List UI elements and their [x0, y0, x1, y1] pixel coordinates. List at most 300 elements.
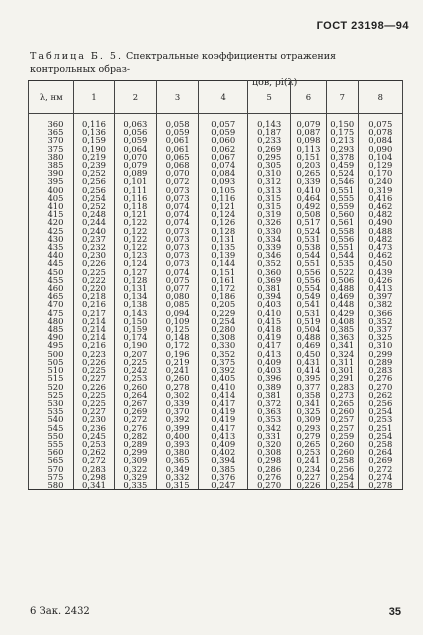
- standard-number: ГОСТ 23198—94: [316, 20, 409, 32]
- cell-value: 0,144: [199, 259, 248, 267]
- cell-value: 0,561: [326, 218, 358, 226]
- column-header-sample-4: 4: [199, 81, 248, 114]
- cell-wavelength: 390: [29, 169, 74, 177]
- cell-value: 0,225: [74, 391, 114, 399]
- cell-value: 0,257: [326, 424, 358, 432]
- cell-value: 0,064: [114, 145, 157, 153]
- cell-value: 0,264: [358, 448, 402, 456]
- cell-wavelength: 485: [29, 325, 74, 333]
- cell-wavelength: 515: [29, 374, 74, 382]
- cell-wavelength: 370: [29, 136, 74, 144]
- cell-value: 0,325: [358, 333, 402, 341]
- cell-value: 0,128: [199, 227, 248, 235]
- cell-value: 0,101: [114, 177, 157, 185]
- cell-value: 0,302: [157, 391, 199, 399]
- cell-value: 0,488: [326, 284, 358, 292]
- cell-value: 0,305: [248, 161, 291, 169]
- cell-value: 0,226: [74, 383, 114, 391]
- cell-value: 0,170: [358, 169, 402, 177]
- cell-value: 0,073: [157, 259, 199, 267]
- cell-value: 0,363: [248, 407, 291, 415]
- column-header-sample-2: 2: [114, 81, 157, 114]
- cell-value: 0,272: [74, 456, 114, 464]
- cell-value: 0,230: [74, 415, 114, 423]
- cell-value: 0,419: [199, 407, 248, 415]
- cell-value: 0,413: [358, 284, 402, 292]
- cell-value: 0,116: [74, 114, 114, 129]
- column-header-wavelength: λ, нм: [29, 81, 74, 114]
- cell-value: 0,216: [74, 341, 114, 349]
- cell-value: 0,220: [74, 284, 114, 292]
- cell-value: 0,349: [157, 465, 199, 473]
- cell-value: 0,278: [358, 481, 402, 490]
- cell-value: 0,399: [157, 424, 199, 432]
- cell-value: 0,151: [199, 268, 248, 276]
- cell-value: 0,256: [74, 186, 114, 194]
- cell-value: 0,417: [248, 341, 291, 349]
- cell-value: 0,352: [358, 317, 402, 325]
- cell-value: 0,254: [326, 473, 358, 481]
- cell-value: 0,504: [290, 325, 326, 333]
- cell-value: 0,070: [157, 169, 199, 177]
- cell-value: 0,057: [199, 114, 248, 129]
- cell-value: 0,405: [199, 374, 248, 382]
- cell-value: 0,254: [326, 481, 358, 490]
- table-header-row: [29, 81, 403, 114]
- cell-value: 0,298: [248, 456, 291, 464]
- cell-value: 0,109: [157, 317, 199, 325]
- cell-value: 0,382: [358, 300, 402, 308]
- cell-value: 0,240: [74, 227, 114, 235]
- caption-text-line1: Спектральные коэффициенты отражения контрольных образ-: [30, 51, 337, 75]
- cell-value: 0,535: [326, 259, 358, 267]
- cell-wavelength: 385: [29, 161, 74, 169]
- cell-value: 0,225: [74, 399, 114, 407]
- cell-value: 0,226: [74, 358, 114, 366]
- cell-value: 0,450: [358, 259, 402, 267]
- cell-wavelength: 400: [29, 186, 74, 194]
- cell-value: 0,252: [74, 169, 114, 177]
- cell-value: 0,079: [290, 114, 326, 129]
- cell-value: 0,482: [358, 235, 402, 243]
- cell-wavelength: 550: [29, 432, 74, 440]
- cell-value: 0,259: [326, 432, 358, 440]
- cell-wavelength: 410: [29, 202, 74, 210]
- cell-value: 0,334: [248, 235, 291, 243]
- cell-value: 0,125: [157, 325, 199, 333]
- cell-value: 0,098: [290, 136, 326, 144]
- cell-value: 0,226: [74, 259, 114, 267]
- cell-value: 0,394: [199, 456, 248, 464]
- cell-value: 0,260: [114, 383, 157, 391]
- cell-value: 0,073: [157, 194, 199, 202]
- cell-value: 0,073: [157, 251, 199, 259]
- cell-value: 0,469: [290, 341, 326, 349]
- cell-value: 0,419: [248, 333, 291, 341]
- cell-value: 0,299: [114, 448, 157, 456]
- cell-value: 0,074: [157, 210, 199, 218]
- cell-value: 0,241: [157, 366, 199, 374]
- column-header-sample-7: 7: [326, 81, 358, 114]
- cell-value: 0,256: [326, 465, 358, 473]
- cell-value: 0,227: [290, 473, 326, 481]
- cell-wavelength: 435: [29, 243, 74, 251]
- cell-value: 0,551: [290, 259, 326, 267]
- cell-value: 0,127: [114, 268, 157, 276]
- cell-wavelength: 415: [29, 210, 74, 218]
- cell-value: 0,227: [74, 374, 114, 382]
- cell-value: 0,186: [199, 292, 248, 300]
- cell-wavelength: 530: [29, 399, 74, 407]
- cell-value: 0,276: [358, 374, 402, 382]
- cell-value: 0,377: [290, 383, 326, 391]
- cell-value: 0,068: [157, 161, 199, 169]
- cell-wavelength: 405: [29, 194, 74, 202]
- cell-value: 0,283: [74, 465, 114, 473]
- cell-value: 0,216: [74, 300, 114, 308]
- cell-value: 0,289: [114, 440, 157, 448]
- cell-value: 0,122: [114, 243, 157, 251]
- cell-value: 0,070: [114, 153, 157, 161]
- cell-wavelength: 580: [29, 481, 74, 490]
- cell-value: 0,257: [326, 415, 358, 423]
- cell-value: 0,531: [290, 309, 326, 317]
- cell-value: 0,293: [290, 424, 326, 432]
- cell-value: 0,148: [157, 333, 199, 341]
- cell-value: 0,369: [248, 276, 291, 284]
- cell-value: 0,313: [248, 186, 291, 194]
- cell-value: 0,124: [199, 210, 248, 218]
- cell-value: 0,376: [199, 473, 248, 481]
- column-header-sample-1: 1: [74, 81, 114, 114]
- cell-value: 0,074: [199, 161, 248, 169]
- cell-value: 0,551: [326, 186, 358, 194]
- cell-wavelength: 525: [29, 391, 74, 399]
- cell-value: 0,419: [199, 415, 248, 423]
- cell-value: 0,274: [358, 473, 402, 481]
- cell-value: 0,339: [157, 399, 199, 407]
- cell-value: 0,260: [326, 440, 358, 448]
- cell-wavelength: 450: [29, 268, 74, 276]
- cell-value: 0,214: [74, 325, 114, 333]
- cell-value: 0,325: [290, 407, 326, 415]
- cell-value: 0,247: [199, 481, 248, 490]
- cell-value: 0,341: [74, 481, 114, 490]
- cell-value: 0,409: [248, 358, 291, 366]
- cell-value: 0,556: [290, 268, 326, 276]
- cell-value: 0,324: [326, 350, 358, 358]
- cell-wavelength: 420: [29, 218, 74, 226]
- cell-value: 0,549: [290, 292, 326, 300]
- cell-value: 0,233: [248, 136, 291, 144]
- cell-wavelength: 535: [29, 407, 74, 415]
- cell-value: 0,239: [74, 161, 114, 169]
- cell-value: 0,240: [358, 177, 402, 185]
- cell-value: 0,352: [199, 350, 248, 358]
- cell-value: 0,111: [114, 186, 157, 194]
- cell-value: 0,213: [326, 136, 358, 144]
- cell-value: 0,490: [358, 218, 402, 226]
- cell-value: 0,226: [290, 481, 326, 490]
- cell-value: 0,410: [248, 309, 291, 317]
- cell-value: 0,464: [290, 194, 326, 202]
- cell-value: 0,462: [358, 202, 402, 210]
- cell-value: 0,187: [248, 128, 291, 136]
- cell-value: 0,332: [157, 473, 199, 481]
- cell-value: 0,286: [248, 465, 291, 473]
- cell-value: 0,063: [114, 114, 157, 129]
- cell-wavelength: 465: [29, 292, 74, 300]
- cell-value: 0,260: [326, 448, 358, 456]
- cell-value: 0,396: [248, 374, 291, 382]
- cell-value: 0,196: [157, 350, 199, 358]
- cell-value: 0,214: [74, 333, 114, 341]
- column-header-sample-6: 6: [290, 81, 326, 114]
- cell-value: 0,252: [74, 202, 114, 210]
- cell-value: 0,473: [358, 243, 402, 251]
- cell-value: 0,150: [326, 114, 358, 129]
- cell-value: 0,262: [74, 448, 114, 456]
- cell-wavelength: 540: [29, 415, 74, 423]
- cell-value: 0,113: [290, 145, 326, 153]
- cell-value: 0,295: [248, 153, 291, 161]
- cell-value: 0,230: [74, 251, 114, 259]
- cell-value: 0,375: [199, 358, 248, 366]
- table-row: [29, 114, 403, 129]
- cell-wavelength: 445: [29, 259, 74, 267]
- cell-value: 0,482: [358, 210, 402, 218]
- cell-value: 0,207: [114, 350, 157, 358]
- cell-value: 0,253: [358, 415, 402, 423]
- cell-value: 0,301: [326, 366, 358, 374]
- cell-value: 0,403: [248, 300, 291, 308]
- cell-value: 0,416: [358, 194, 402, 202]
- cell-value: 0,251: [358, 424, 402, 432]
- cell-value: 0,360: [248, 268, 291, 276]
- cell-value: 0,122: [114, 218, 157, 226]
- cell-value: 0,059: [114, 136, 157, 144]
- cell-value: 0,269: [248, 145, 291, 153]
- cell-wavelength: 505: [29, 358, 74, 366]
- cell-value: 0,077: [157, 284, 199, 292]
- print-order-note: 6 Зак. 2432: [30, 606, 90, 617]
- cell-value: 0,450: [290, 350, 326, 358]
- cell-value: 0,094: [157, 309, 199, 317]
- cell-value: 0,410: [199, 383, 248, 391]
- column-header-sample-8: 8: [358, 81, 402, 114]
- table-body: [29, 114, 403, 490]
- cell-value: 0,065: [157, 153, 199, 161]
- cell-value: 0,488: [290, 333, 326, 341]
- cell-value: 0,426: [358, 276, 402, 284]
- cell-value: 0,225: [74, 366, 114, 374]
- cell-value: 0,254: [74, 194, 114, 202]
- cell-value: 0,279: [290, 432, 326, 440]
- cell-value: 0,517: [290, 218, 326, 226]
- cell-value: 0,219: [74, 153, 114, 161]
- cell-value: 0,190: [74, 145, 114, 153]
- cell-value: 0,541: [290, 300, 326, 308]
- cell-value: 0,123: [114, 251, 157, 259]
- cell-value: 0,175: [326, 128, 358, 136]
- cell-value: 0,311: [326, 358, 358, 366]
- cell-value: 0,283: [358, 366, 402, 374]
- cell-value: 0,254: [358, 407, 402, 415]
- cell-value: 0,159: [114, 325, 157, 333]
- cell-value: 0,248: [74, 210, 114, 218]
- cell-wavelength: 360: [29, 114, 74, 129]
- cell-value: 0,329: [114, 473, 157, 481]
- cell-value: 0,131: [199, 235, 248, 243]
- cell-value: 0,378: [326, 153, 358, 161]
- cell-value: 0,056: [114, 128, 157, 136]
- cell-value: 0,265: [290, 169, 326, 177]
- cell-value: 0,139: [199, 251, 248, 259]
- cell-value: 0,256: [74, 177, 114, 185]
- cell-value: 0,075: [157, 276, 199, 284]
- cell-wavelength: 480: [29, 317, 74, 325]
- cell-value: 0,363: [326, 333, 358, 341]
- cell-wavelength: 440: [29, 251, 74, 259]
- cell-value: 0,413: [248, 350, 291, 358]
- cell-value: 0,059: [157, 128, 199, 136]
- cell-value: 0,415: [248, 317, 291, 325]
- cell-value: 0,078: [358, 128, 402, 136]
- table-row: [29, 481, 403, 490]
- cell-value: 0,310: [358, 341, 402, 349]
- cell-value: 0,074: [157, 202, 199, 210]
- cell-value: 0,546: [326, 177, 358, 185]
- cell-value: 0,122: [114, 235, 157, 243]
- cell-value: 0,205: [199, 300, 248, 308]
- cell-value: 0,414: [199, 391, 248, 399]
- cell-value: 0,272: [358, 465, 402, 473]
- cell-value: 0,280: [199, 325, 248, 333]
- cell-value: 0,265: [326, 399, 358, 407]
- cell-value: 0,126: [199, 218, 248, 226]
- cell-value: 0,346: [248, 251, 291, 259]
- cell-value: 0,253: [114, 374, 157, 382]
- cell-wavelength: 495: [29, 341, 74, 349]
- cell-value: 0,381: [248, 284, 291, 292]
- cell-value: 0,267: [114, 399, 157, 407]
- cell-value: 0,397: [358, 292, 402, 300]
- cell-wavelength: 520: [29, 383, 74, 391]
- cell-value: 0,104: [358, 153, 402, 161]
- cell-value: 0,121: [114, 210, 157, 218]
- cell-value: 0,118: [114, 202, 157, 210]
- cell-value: 0,315: [248, 202, 291, 210]
- cell-value: 0,150: [114, 317, 157, 325]
- cell-value: 0,135: [199, 243, 248, 251]
- cell-value: 0,538: [290, 243, 326, 251]
- cell-wavelength: 510: [29, 366, 74, 374]
- cell-value: 0,234: [290, 465, 326, 473]
- cell-value: 0,227: [74, 407, 114, 415]
- cell-value: 0,431: [290, 358, 326, 366]
- cell-value: 0,310: [248, 169, 291, 177]
- cell-value: 0,172: [199, 284, 248, 292]
- cell-value: 0,089: [114, 169, 157, 177]
- cell-value: 0,254: [199, 317, 248, 325]
- cell-wavelength: 470: [29, 300, 74, 308]
- cell-value: 0,353: [248, 415, 291, 423]
- cell-value: 0,342: [248, 424, 291, 432]
- cell-value: 0,319: [358, 186, 402, 194]
- cell-value: 0,298: [74, 473, 114, 481]
- cell-value: 0,079: [114, 161, 157, 169]
- cell-wavelength: 430: [29, 235, 74, 243]
- cell-value: 0,273: [326, 391, 358, 399]
- cell-value: 0,264: [114, 391, 157, 399]
- cell-value: 0,308: [248, 448, 291, 456]
- cell-value: 0,124: [114, 259, 157, 267]
- cell-value: 0,134: [114, 292, 157, 300]
- cell-value: 0,229: [199, 309, 248, 317]
- cell-value: 0,253: [74, 440, 114, 448]
- caption-text-line2: цов, ρi(λ): [252, 77, 298, 88]
- cell-value: 0,151: [290, 153, 326, 161]
- cell-value: 0,131: [114, 284, 157, 292]
- cell-wavelength: 380: [29, 153, 74, 161]
- cell-value: 0,116: [199, 194, 248, 202]
- cell-value: 0,366: [358, 309, 402, 317]
- cell-value: 0,073: [157, 227, 199, 235]
- cell-value: 0,073: [157, 235, 199, 243]
- cell-value: 0,260: [157, 374, 199, 382]
- cell-value: 0,414: [290, 366, 326, 374]
- cell-value: 0,556: [326, 235, 358, 243]
- cell-value: 0,269: [358, 456, 402, 464]
- cell-wavelength: 545: [29, 424, 74, 432]
- cell-wavelength: 425: [29, 227, 74, 235]
- cell-value: 0,393: [157, 440, 199, 448]
- cell-value: 0,554: [290, 284, 326, 292]
- cell-value: 0,225: [74, 268, 114, 276]
- cell-value: 0,242: [114, 366, 157, 374]
- cell-value: 0,385: [199, 465, 248, 473]
- cell-value: 0,429: [326, 309, 358, 317]
- cell-wavelength: 395: [29, 177, 74, 185]
- cell-value: 0,172: [157, 341, 199, 349]
- cell-value: 0,276: [114, 424, 157, 432]
- cell-value: 0,322: [114, 465, 157, 473]
- cell-value: 0,241: [290, 456, 326, 464]
- cell-value: 0,358: [290, 391, 326, 399]
- cell-value: 0,319: [248, 210, 291, 218]
- cell-value: 0,061: [157, 145, 199, 153]
- cell-value: 0,312: [248, 177, 291, 185]
- cell-value: 0,524: [326, 169, 358, 177]
- cell-value: 0,143: [248, 114, 291, 129]
- cell-value: 0,291: [326, 374, 358, 382]
- cell-value: 0,061: [157, 136, 199, 144]
- reflectance-table: [28, 80, 403, 490]
- cell-value: 0,270: [248, 481, 291, 490]
- cell-value: 0,143: [114, 309, 157, 317]
- cell-value: 0,392: [199, 366, 248, 374]
- cell-value: 0,413: [199, 432, 248, 440]
- cell-value: 0,121: [199, 202, 248, 210]
- cell-wavelength: 565: [29, 456, 74, 464]
- cell-value: 0,237: [74, 235, 114, 243]
- cell-value: 0,087: [290, 128, 326, 136]
- cell-value: 0,269: [114, 407, 157, 415]
- cell-wavelength: 500: [29, 350, 74, 358]
- cell-value: 0,531: [290, 235, 326, 243]
- cell-value: 0,339: [248, 243, 291, 251]
- cell-value: 0,073: [157, 243, 199, 251]
